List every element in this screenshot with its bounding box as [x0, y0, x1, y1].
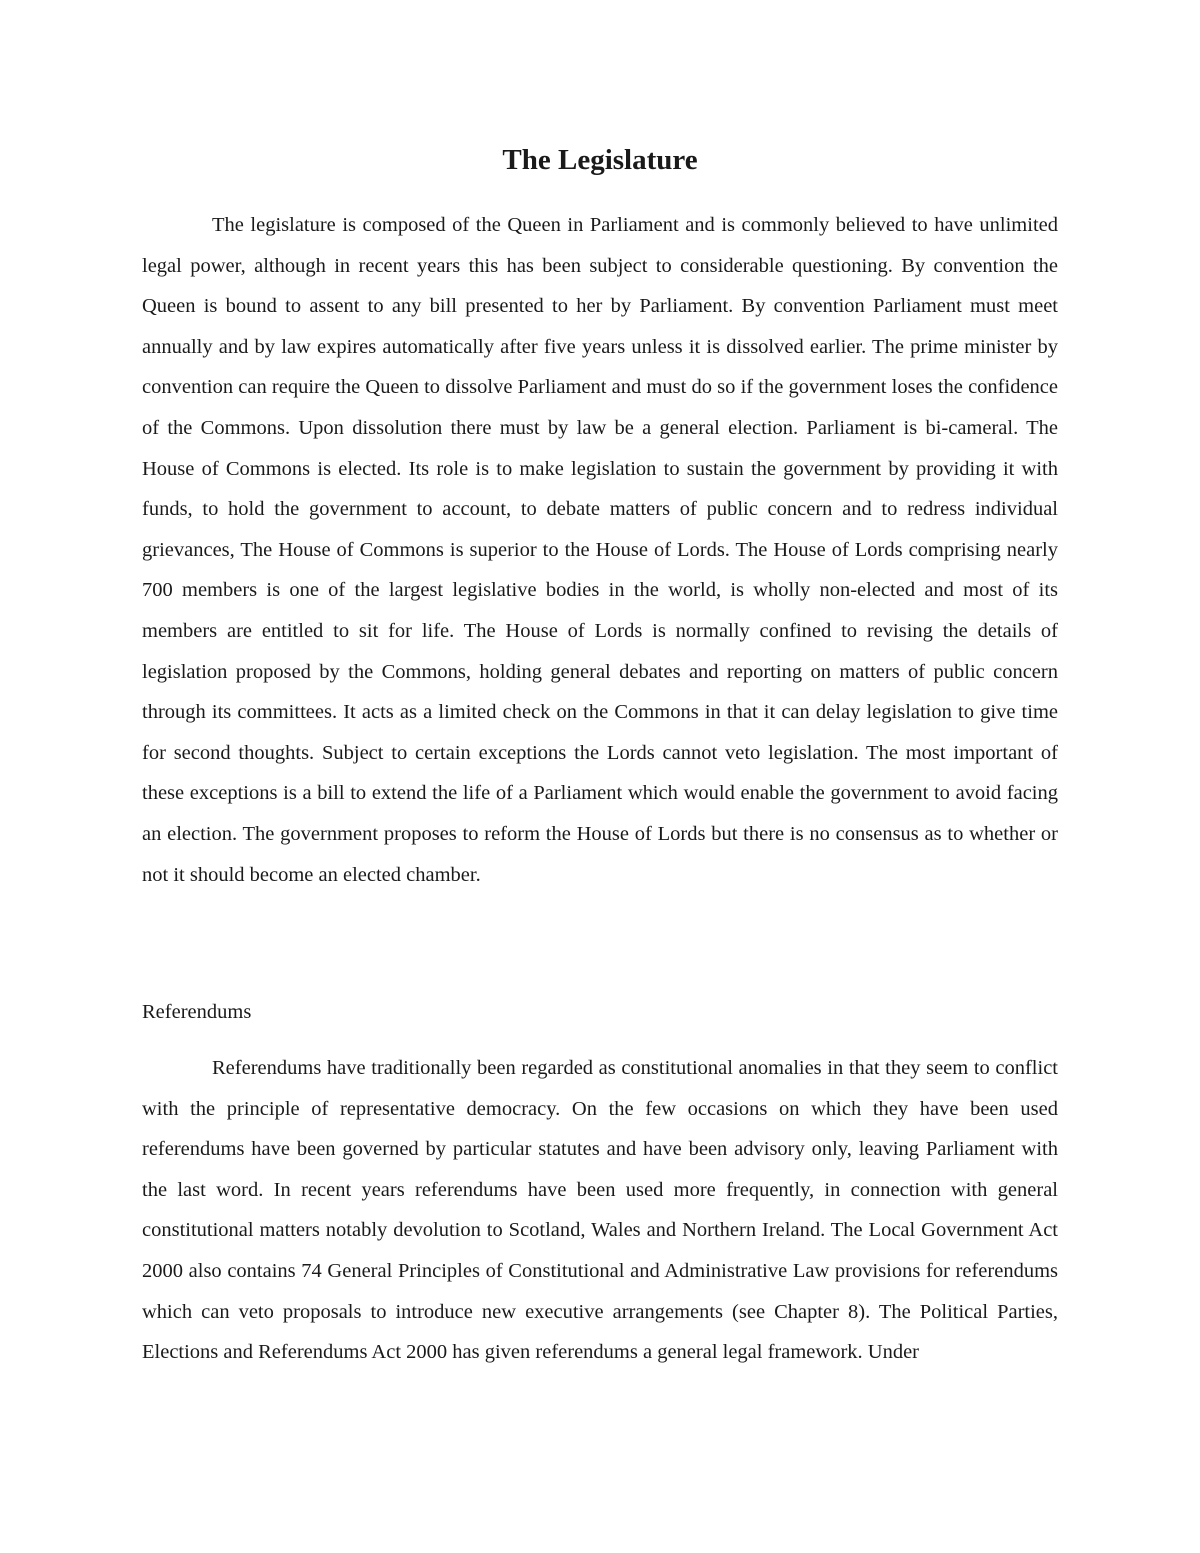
paragraph-referendums: Referendums have traditionally been regarded as constitutional anomalies in that they seem to conflict with the principle of representative democracy. On the few occasions on which they have been used referendums have been governed by particular statutes and have been advisory only, leaving Parliament with the last word. In recent years referendums have been used more frequently, in connection with general constitutional matters notably devolution to Scotland, Wales and Northern Ireland. The Local Government Act 2000 also contains 74 General Principles of Constitutional and Administrative Law provisions for referendums which can veto proposals to introduce new executive arrangements (see Chapter 8). The Political Parties, Elections and Referendums Act 2000 has given referendums a general legal framework. Under [142, 1057, 1058, 1364]
page-title: The Legislature [502, 144, 698, 176]
paragraph-legislature: The legislature is composed of the Queen in Parliament and is commonly believed to have unlimited legal power, although in recent years this has been subject to considerable questioning. By convention the Queen is bound to assent to any bill presented to her by Parliament. By convention Parliament must meet annually and by law expires automatically after five years unless it is dissolved earlier. The prime minister by convention can require the Queen to dissolve Parliament and must do so if the government loses the confidence of the Commons. Upon dissolution there must by law be a general election. Parliament is bi-cameral. The House of Commons is elected. Its role is to make legislation to sustain the government by providing it with funds, to hold the government to account, to debate matters of public concern and to redress individual grievances, The House of Commons is superior to the House of Lords. The House of Lords comprising nearly 700 members is one of the largest legislative bodies in the world, is wholly non-elected and most of its members are entitled to sit for life. The House of Lords is normally confined to revising the details of legislation proposed by the Commons, holding general debates and reporting on matters of public concern through its committees. It acts as a limited check on the Commons in that it can delay legislation to give time for second thoughts. Subject to certain exceptions the Lords cannot veto legislation. The most important of these exceptions is a bill to extend the life of a Parliament which would enable the government to avoid facing an election. The government proposes to reform the House of Lords but there is no consensus as to whether or not it should become an elected chamber. [142, 214, 1058, 886]
section-heading-referendums: Referendums [142, 1001, 252, 1023]
